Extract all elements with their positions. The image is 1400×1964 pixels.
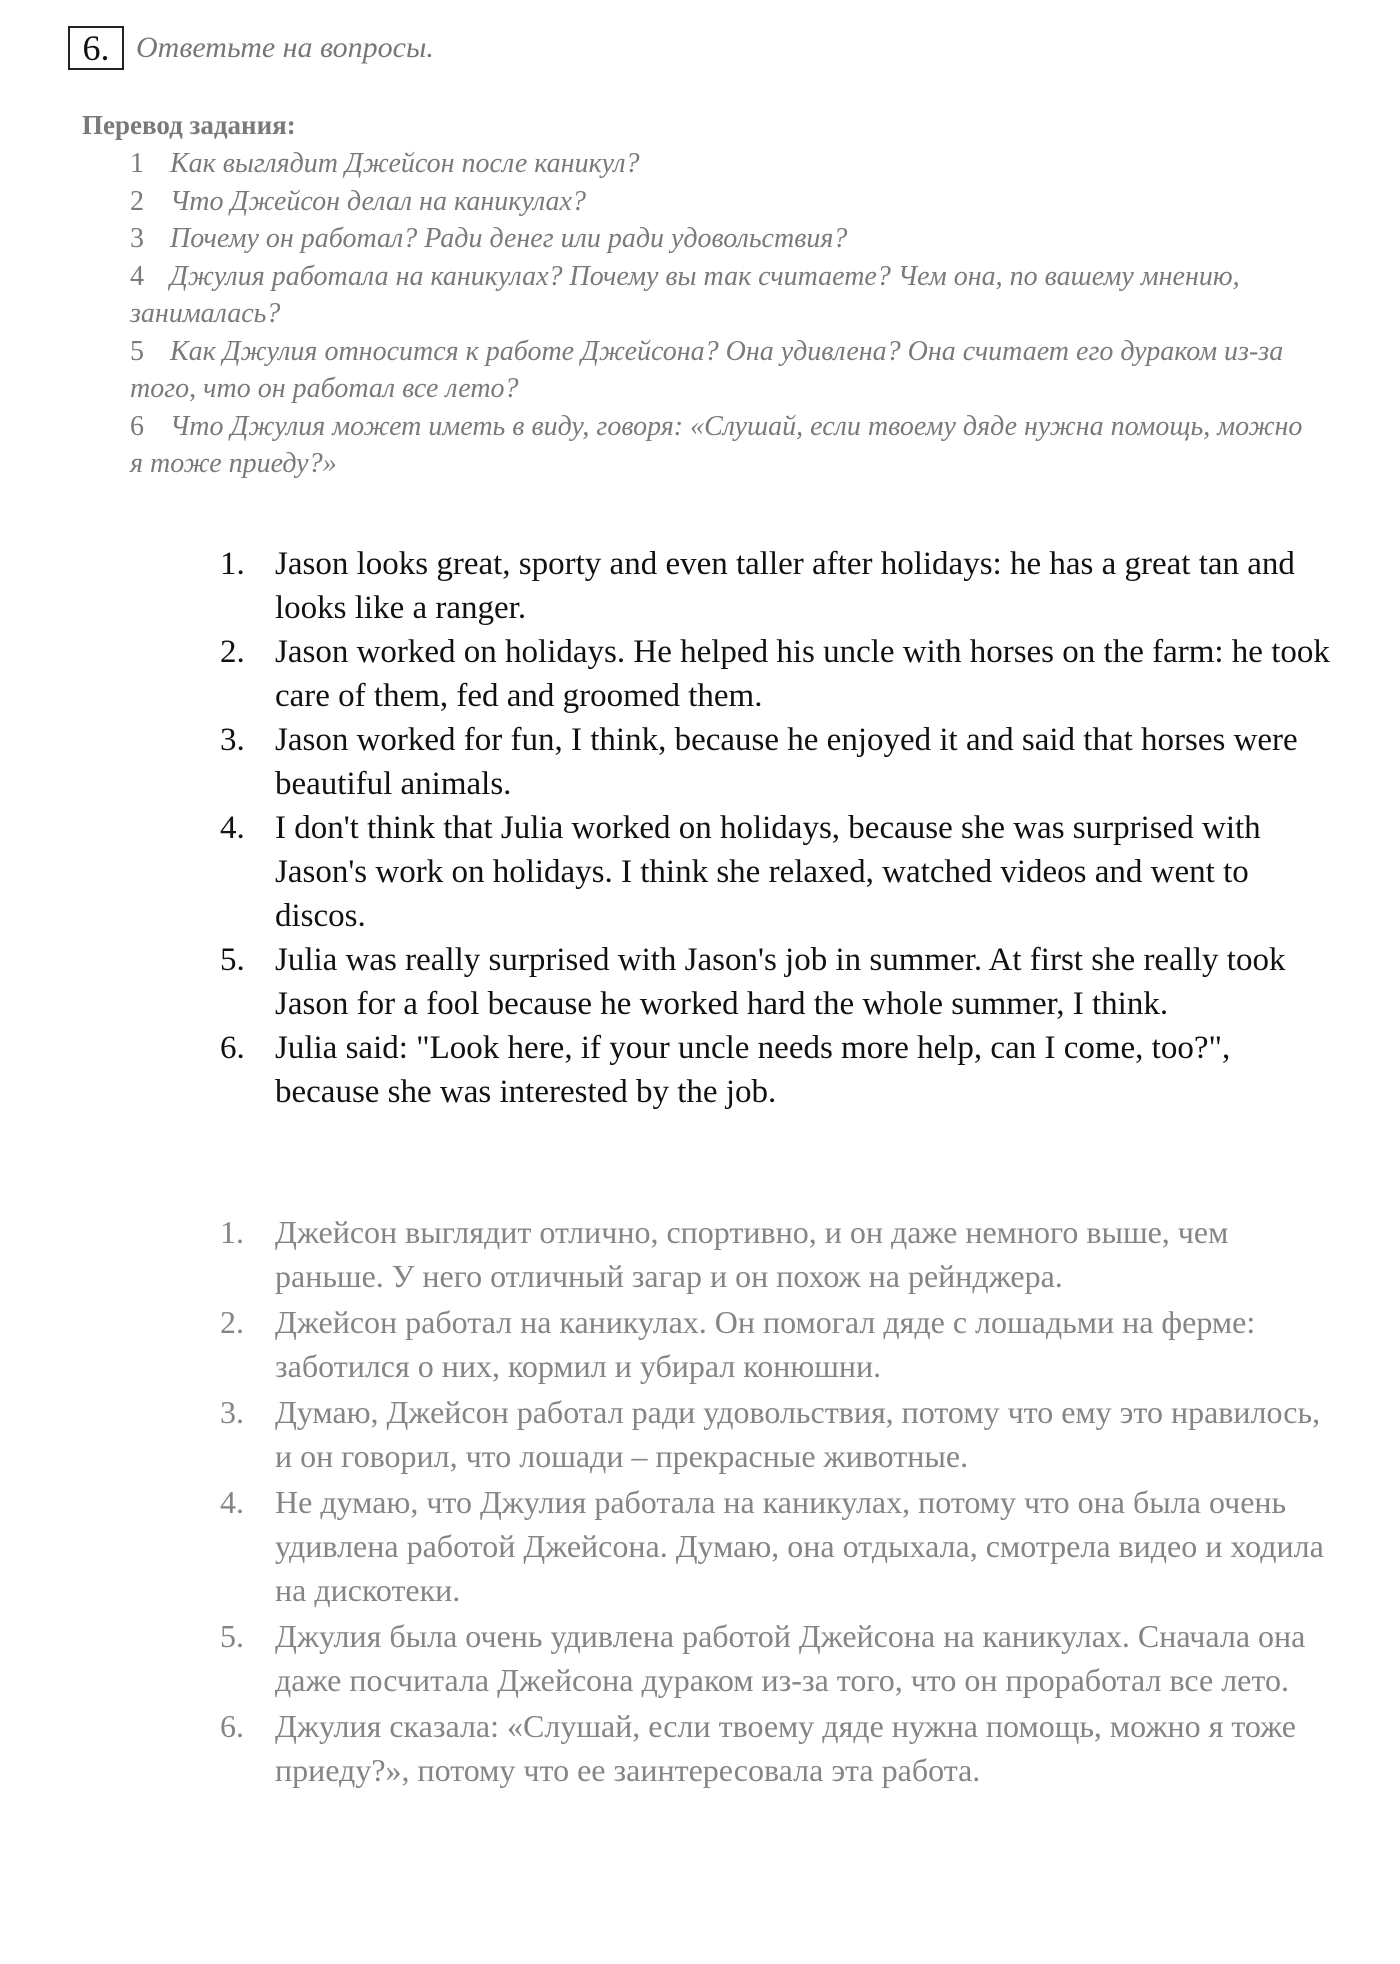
answer-item: [220, 1026, 1330, 1114]
ru-answer-number: 6.: [220, 1708, 244, 1744]
ru-answer-item: [220, 1390, 1330, 1478]
item-number: 2: [130, 185, 144, 217]
translation-item: [130, 333, 1320, 408]
answer-text: I don't think that Julia worked on holidays, because she was surprised with Jason's work on holidays. I think she relaxed, watched videos and went to discos.: [275, 810, 1261, 934]
ru-answer-item: [220, 1480, 1330, 1612]
item-text: Джулия работала на каникулах? Почему вы так считаете? Чем она, по вашему мнению, занималась?: [130, 260, 1240, 329]
translation-item: [130, 145, 1320, 183]
answer-number: 3.: [220, 722, 245, 758]
russian-answers-list: [220, 1210, 1330, 1794]
item-number: 6: [130, 410, 144, 442]
translation-item: [130, 220, 1320, 258]
answer-number: 4.: [220, 810, 245, 846]
translation-list: [130, 145, 1320, 483]
answer-number: 1.: [220, 546, 245, 582]
task-header: [68, 25, 434, 71]
answer-text: Jason worked on holidays. He helped his uncle with horses on the farm: he took care of them, fed and groomed them.: [275, 634, 1330, 714]
ru-answer-text: Думаю, Джейсон работал ради удовольствия, потому что ему это нравилось, и он говорил, что лошади – прекрасные животные.: [275, 1394, 1321, 1474]
answer-text: Jason worked for fun, I think, because he enjoyed it and said that horses were beautiful animals.: [275, 722, 1298, 802]
answer-item: [220, 938, 1330, 1026]
item-text: Почему он работал? Ради денег или ради удовольствия?: [170, 223, 848, 254]
item-number: 3: [130, 223, 144, 254]
ru-answer-number: 4.: [220, 1484, 244, 1520]
answer-number: 6.: [220, 1030, 245, 1066]
answer-text: Julia said: "Look here, if your uncle needs more help, can I come, too?", because she was interested by the job.: [275, 1030, 1231, 1110]
answer-number: 5.: [220, 942, 245, 978]
ru-answer-item: [220, 1704, 1330, 1792]
ru-answer-text: Джейсон работал на каникулах. Он помогал дяде с лошадьми на ферме: заботился о них, кормил и убирал конюшни.: [275, 1304, 1256, 1384]
answer-text: Julia was really surprised with Jason's job in summer. At first she really took Jason for a fool because he worked hard the whole summer, I think.: [275, 942, 1286, 1022]
item-number: 1: [130, 148, 144, 179]
answer-item: [220, 806, 1330, 938]
translation-heading: Перевод задания:: [82, 110, 296, 140]
translation-item: [130, 258, 1320, 333]
translation-item: [130, 408, 1320, 483]
ru-answer-text: Не думаю, что Джулия работала на каникулах, потому что она была очень удивлена работой Джейсона. Думаю, она отдыхала, смотрела видео и ходила на дискотеки.: [275, 1484, 1324, 1608]
ru-answer-number: 2.: [220, 1304, 244, 1340]
english-answers-list: [220, 542, 1330, 1114]
ru-answer-item: [220, 1614, 1330, 1702]
ru-answer-number: 5.: [220, 1618, 244, 1654]
item-number: 5: [130, 335, 144, 367]
ru-answer-number: 3.: [220, 1394, 244, 1430]
ru-answer-item: [220, 1300, 1330, 1388]
translation-item: [130, 183, 1320, 221]
ru-answer-item: [220, 1210, 1330, 1298]
ru-answer-text: Джулия была очень удивлена работой Джейсона на каникулах. Сначала она даже посчитала Джейсона дураком из-за того, что он проработал все лето.: [275, 1618, 1306, 1698]
answer-item: [220, 718, 1330, 806]
task-title: Ответьте на вопросы.: [136, 31, 434, 64]
answer-item: [220, 542, 1330, 630]
item-text: Что Джейсон делал на каникулах?: [170, 185, 586, 217]
task-number-badge: 6.: [68, 26, 124, 70]
ru-answer-text: Джейсон выглядит отлично, спортивно, и он даже немного выше, чем раньше. У него отличный загар и он похож на рейнджера.: [275, 1214, 1229, 1294]
item-text: Что Джулия может иметь в виду, говоря: «Слушай, если твоему дяде нужна помощь, можно я тоже приеду?»: [130, 410, 1303, 479]
item-text: Как Джулия относится к работе Джейсона? Она удивлена? Она считает его дураком из-за того, что он работал все лето?: [130, 335, 1284, 404]
ru-answer-number: 1.: [220, 1214, 244, 1250]
item-text: Как выглядит Джейсон после каникул?: [170, 148, 640, 179]
item-number: 4: [130, 260, 144, 292]
answer-text: Jason looks great, sporty and even taller after holidays: he has a great tan and looks like a ranger.: [275, 546, 1295, 626]
answer-item: [220, 630, 1330, 718]
ru-answer-text: Джулия сказала: «Слушай, если твоему дяде нужна помощь, можно я тоже приеду?», потому что ее заинтересовала эта работа.: [275, 1708, 1296, 1788]
answer-number: 2.: [220, 634, 245, 670]
